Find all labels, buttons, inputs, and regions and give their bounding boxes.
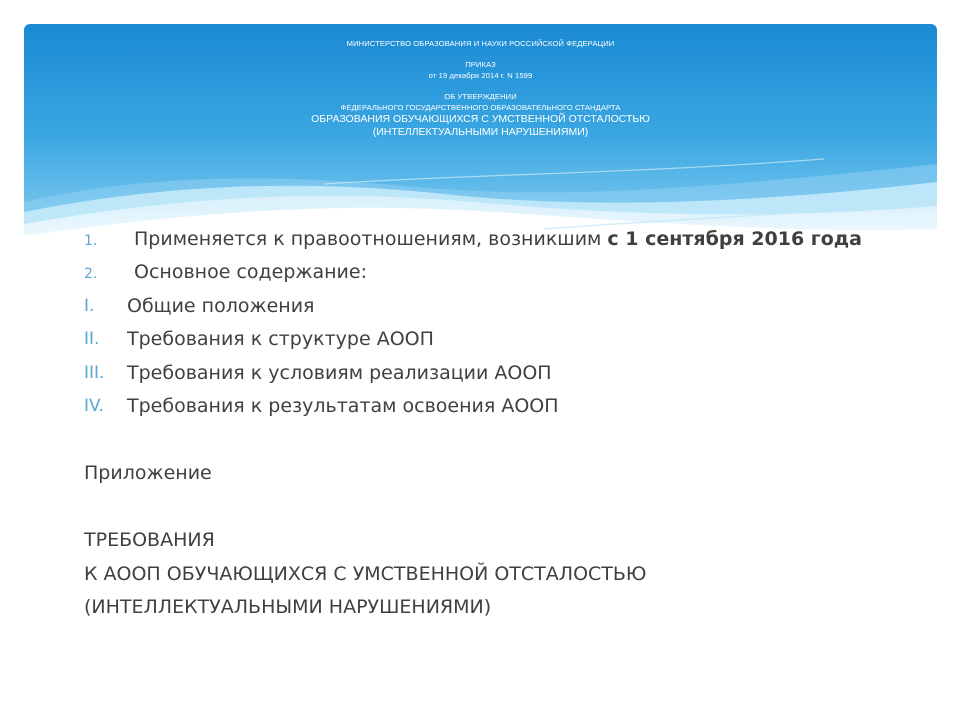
list-marker: 1. xyxy=(84,233,98,249)
order-header xyxy=(24,38,937,139)
roman-marker: II. xyxy=(84,329,100,349)
students-line: ОБРАЗОВАНИЯ ОБУЧАЮЩИХСЯ С УМСТВЕННОЙ ОТСТАЛОСТЬЮ xyxy=(311,113,650,125)
appendix-title-line-1: ТРЕБОВАНИЯ xyxy=(84,529,215,551)
roman-marker: I. xyxy=(84,296,95,316)
approval-line: ОБ УТВЕРЖДЕНИИ xyxy=(444,92,517,101)
list-marker: 2. xyxy=(84,266,98,282)
effective-date: с 1 сентября 2016 года xyxy=(607,228,862,250)
section-text: Требования к результатам освоения АООП xyxy=(127,395,559,417)
roman-marker: IV. xyxy=(84,396,104,416)
numbered-item-text: Применяется к правоотношениям, возникшим xyxy=(134,228,608,250)
section-text: Общие положения xyxy=(127,295,315,317)
numbered-item-text: Основное содержание: xyxy=(134,261,368,283)
roman-marker: III. xyxy=(84,363,105,383)
appendix-label: Приложение xyxy=(84,462,212,484)
order-title: ПРИКАЗ xyxy=(465,60,496,69)
ministry-name: МИНИСТЕРСТВО ОБРАЗОВАНИЯ И НАУКИ РОССИЙСКОЙ ФЕДЕРАЦИИ xyxy=(346,39,615,48)
order-date: от 19 декабря 2014 г. N 1599 xyxy=(428,71,533,80)
section-text: Требования к условиям реализации АООП xyxy=(127,362,552,384)
standard-line: ФЕДЕРАЛЬНОГО ГОСУДАРСТВЕННОГО ОБРАЗОВАТЕЛЬНОГО СТАНДАРТА xyxy=(340,103,621,112)
appendix-title-line-2: К АООП ОБУЧАЮЩИХСЯ С УМСТВЕННОЙ ОТСТАЛОСТЬЮ xyxy=(84,563,647,585)
impairment-line: (ИНТЕЛЛЕКТУАЛЬНЫМИ НАРУШЕНИЯМИ) xyxy=(372,126,589,138)
section-text: Требования к структуре АООП xyxy=(127,328,434,350)
appendix-title-line-3: (ИНТЕЛЛЕКТУАЛЬНЫМИ НАРУШЕНИЯМИ) xyxy=(84,596,492,618)
